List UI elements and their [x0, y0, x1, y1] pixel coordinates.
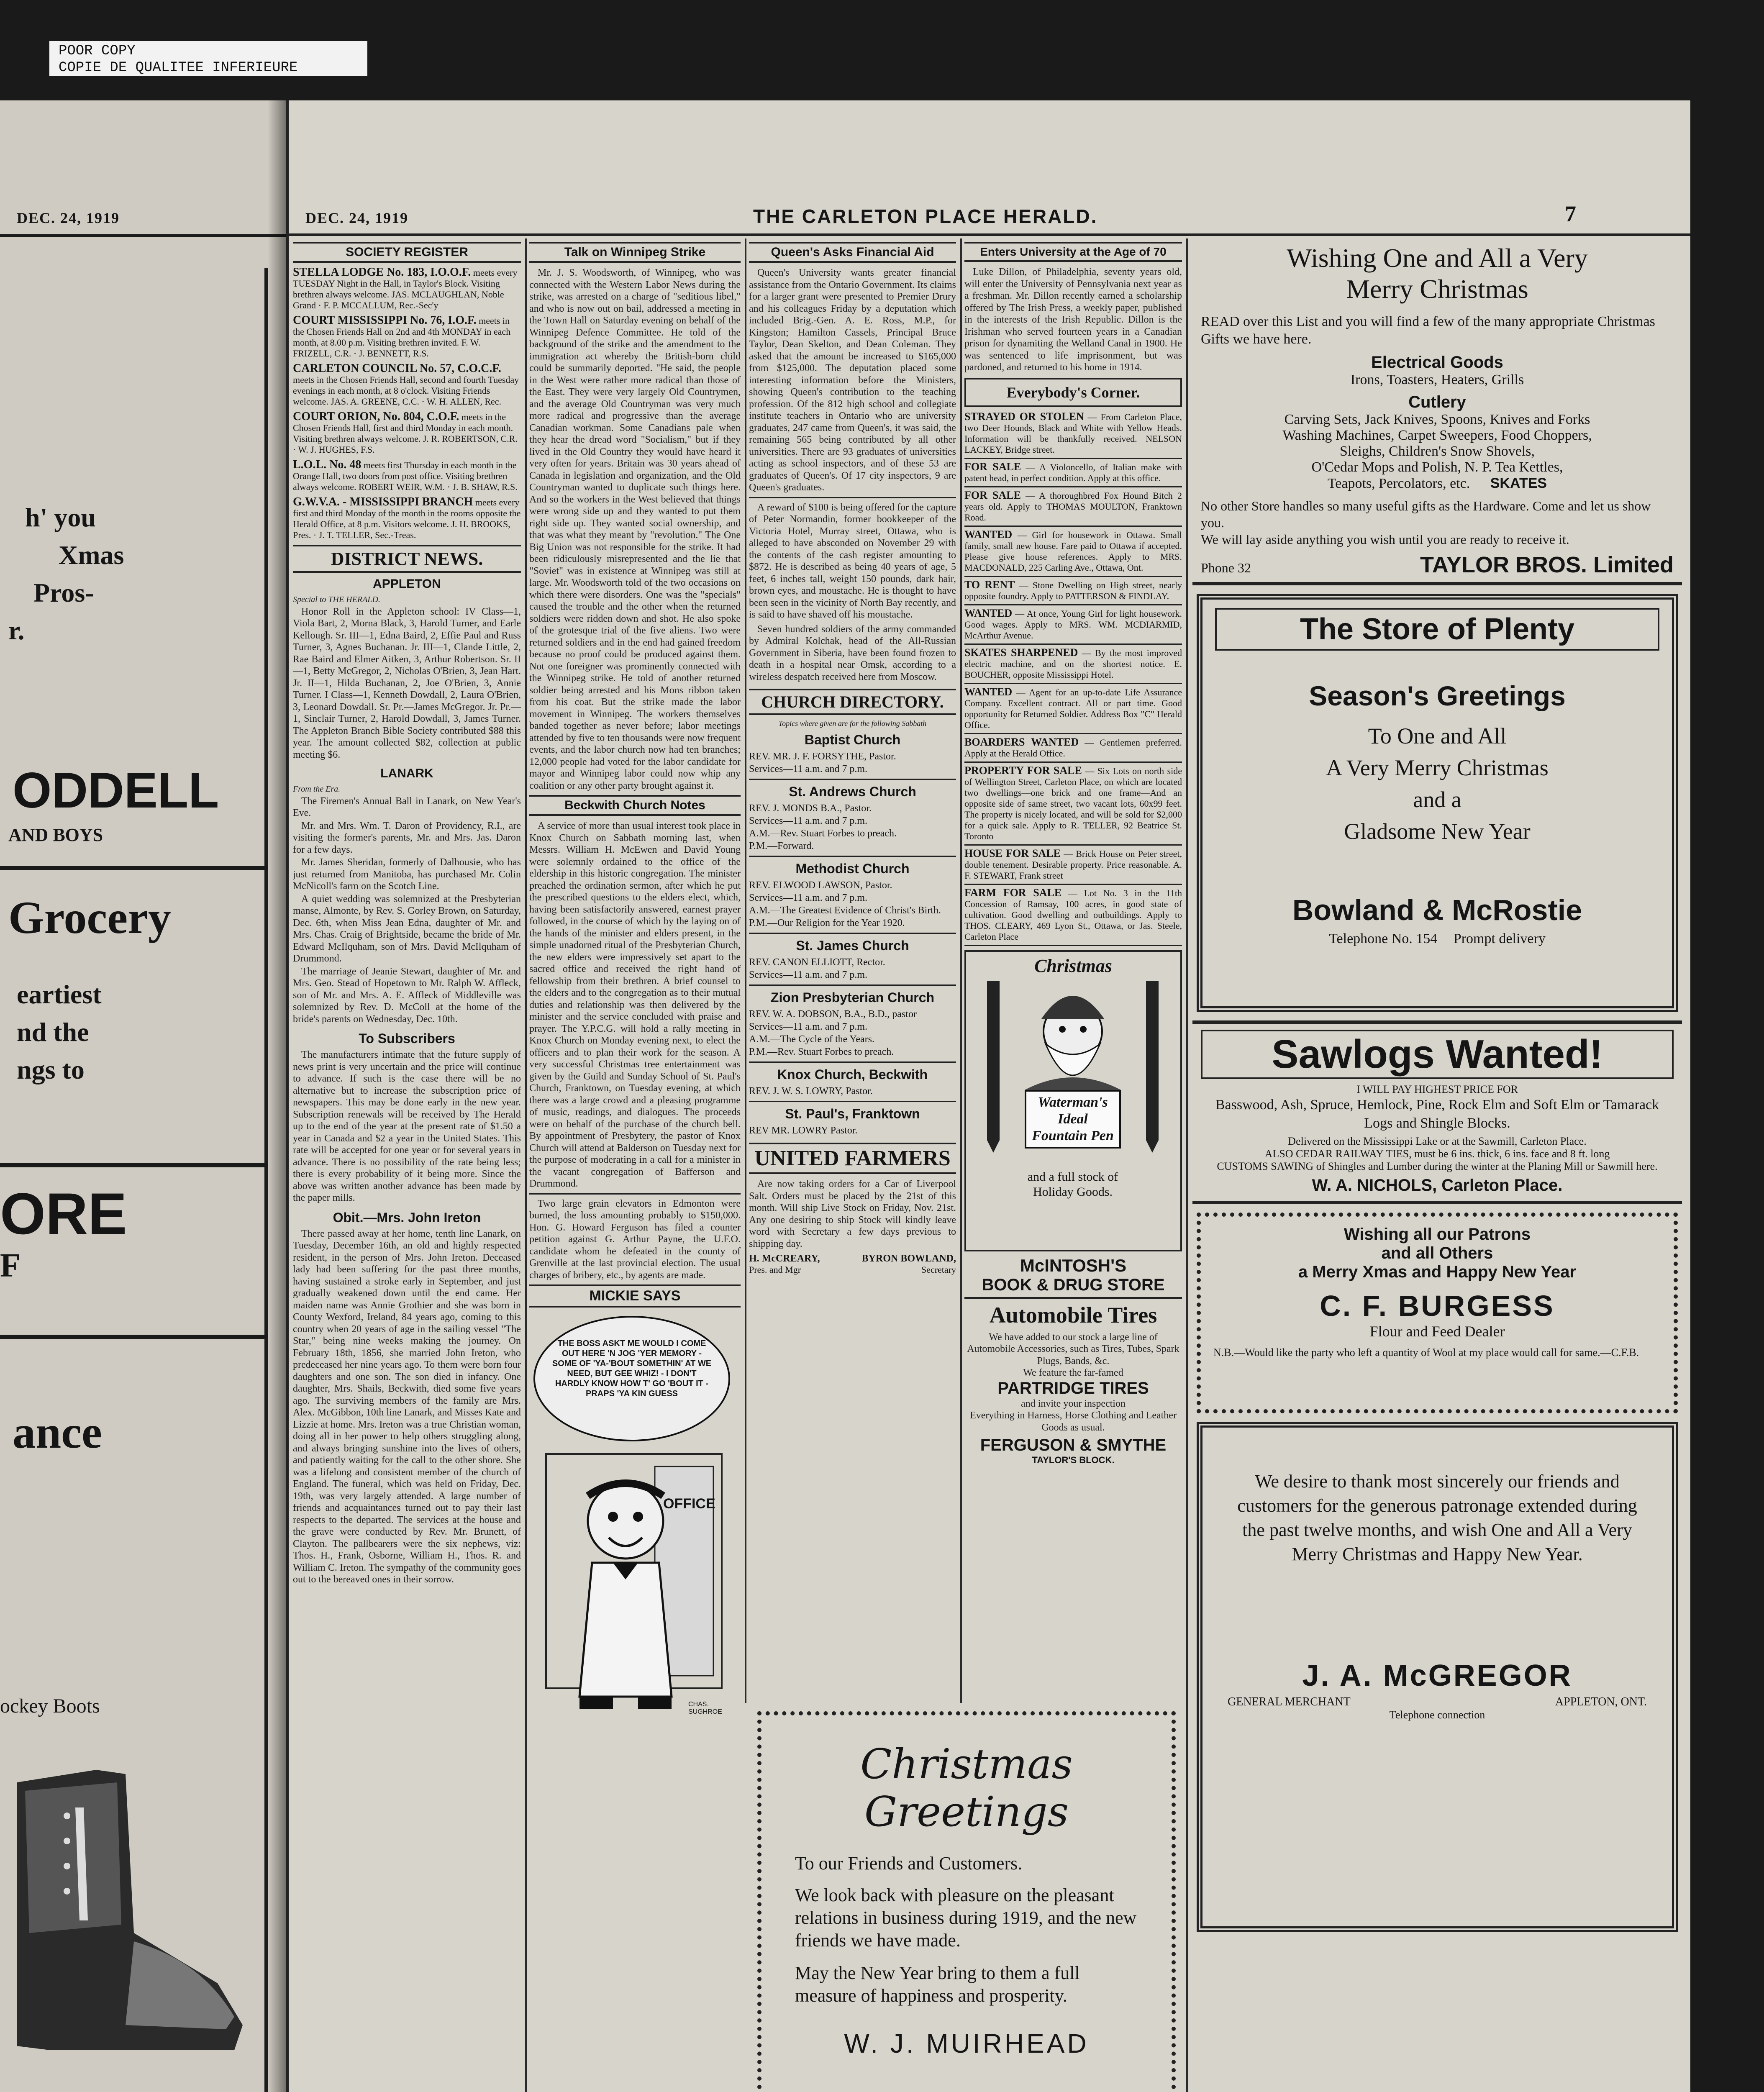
sawlogs-ties: ALSO CEDAR RAILWAY TIES, must be 6 ins. thick, 6 ins. face and 8 ft. long — [1264, 1148, 1610, 1160]
muirhead-signature: W. J. MUIRHEAD — [844, 2028, 1089, 2059]
lodge-entry — [293, 267, 521, 311]
facing-rule-3 — [0, 1335, 268, 1339]
subscribers-text: The manufacturers intimate that the future supply of news print is very uncertain and the price will continue to advance. If such is the case there will be no alternative but to increase the subscription price of newspapers. This may be done early in the new year. Subscription renewals will be received by The Herald up to the end of the year at the present rate of $1.50 a year in Canada and $2 a year in the United States. This rate will be accepted for one year or for several years in advance. There is no possibility of the rate being less; there is every probability of it being more. Since the above was written another advance has been made by the paper mills. — [293, 1049, 521, 1203]
facing-boots: ockey Boots — [0, 1695, 100, 1717]
mcgregor-place: APPLETON, ONT. — [1555, 1695, 1647, 1708]
classified-text: Stone Dwelling on High street, nearly opposite foundry. Apply to PATTERSON & FINDLAY. — [964, 579, 1182, 601]
church-name: Methodist Church — [795, 861, 910, 876]
university-text: Luke Dillon, of Philadelphia, seventy years old, will enter the University of Pennsylvania next year as a freshman. Mr. Dillon recently earned a scholarship offered by The Irish Press, a weekly paper, published in the interests of the Irish Republic. Dillon is the Irishman who served fourteen years in a Canadian prison for dynamiting the Welland Canal in 1900. He was sentenced to life imprisonment, but was pardoned, and returned to his home in 1914. — [964, 267, 1182, 373]
facing-xmas-line1: h' you — [25, 502, 96, 532]
church-line: REV. CANON ELLIOTT, Rector. — [749, 957, 885, 968]
waterman-brand: Waterman's Ideal Fountain Pen — [1025, 1090, 1121, 1149]
lodge-text: meets in the Chosen Friends Hall on 2nd and 4th MONDAY in each month, at 8.00 p.m. Visiting brethren invited. F. W. FRIZELL, C.R. · J. BENNETT, R.S. — [293, 315, 511, 359]
facing-heartiest: eartiest — [17, 979, 102, 1009]
muirhead-greetings-ad — [757, 1711, 1176, 2092]
classified-lead: HOUSE FOR SALE — [964, 847, 1061, 859]
facing-page-fragment — [0, 100, 289, 2092]
church-line: Services—11 a.m. and 7 p.m. — [749, 815, 868, 826]
classified-ad: WANTED — Agent for an up-to-date Life Assurance Company. Excellent contract. All or part time. Good opportunity for Returned Soldier. Address Box "C" Herald Office. — [964, 684, 1182, 734]
waterman-stock-text: and a full stock of Holiday Goods. — [1027, 1169, 1118, 1199]
church-directory-heading: CHURCH DIRECTORY. — [749, 689, 956, 715]
church-name: Zion Presbyterian Church — [770, 990, 935, 1005]
lodge-name: L.O.L. No. 48 — [293, 458, 362, 471]
united-farmers-heading: UNITED FARMERS — [749, 1143, 956, 1174]
facing-and-boys: AND BOYS — [8, 825, 103, 845]
taylor-wish-line1: Wishing One and All a Very — [1287, 243, 1588, 273]
mickie-speech-bubble: THE BOSS ASKT ME WOULD I COME OUT HERE 'N JOG 'YER MEMORY - SOME OF 'YA-'BOUT SOMETHIN' AT WE NEED, BUT GEE WHIZ! - I DON'T HARDLY KNOW HOW T' GO 'BOUT IT - PRAPS 'YA KIN GUESS — [533, 1316, 730, 1441]
facing-rule-2 — [0, 1163, 268, 1167]
newspaper-title: THE CARLETON PLACE HERALD. — [753, 205, 1098, 227]
elevators-text: Two large grain elevators in Edmonton were burned, the loss amounting probably to $150,000. Hon. G. Howard Ferguson has filed a counter petition against G. Arthur Payne, the U.F.O. candidate whom he defeated in the county of Grenville at the last provincial election. The usual charges of bribery, etc., by agents are made. — [529, 1198, 741, 1281]
lodge-entry — [293, 497, 521, 541]
mickie-boy-illustration — [529, 1437, 738, 1730]
bowland-footer — [1215, 931, 1659, 947]
church-name: St. Paul's, Franktown — [785, 1106, 920, 1121]
classified-lead: WANTED — [964, 528, 1013, 541]
university-heading: Enters University at the Age of 70 — [964, 242, 1182, 262]
sawlogs-custom: CUSTOMS SAWING of Shingles and Lumber during the winter at the Planing Mill or Sawmill here. — [1217, 1160, 1658, 1172]
mcgregor-name: J. A. McGREGOR — [1302, 1659, 1572, 1692]
queens-text: Queen's University wants greater financial assistance from the Ontario Government. Its claims for a larger grant were presented to Premier Drury and his colleagues Friday by a deputation which included Brig.-Gen. A. E. Ross, M.P., for Kingston; Hamilton Cassels, Principal Bruce Taylor, Dean Skelton, and Dean Coleman. They asked that the amount be increased to $165,000 from $125,000. The deputation placed some interesting information before the Ministers, showing Queen's contribution to the teaching profession. Of the 812 high school and collegiate institute teachers in Ontario who are university graduates, 247 came from Queen's, it was said, the remaining 565 being contributed by all other universities. There are 93 graduates of universities acting as school inspectors, and of these 53 are graduates of Queen's. Of 17 city inspectors, 9 are Queen's graduates. — [749, 267, 956, 493]
queens-heading: Queen's Asks Financial Aid — [749, 242, 956, 263]
classified-ad: BOARDERS WANTED — Gentlemen preferred. Apply at the Herald Office. — [964, 734, 1182, 763]
classified-lead: TO RENT — [964, 578, 1015, 591]
facing-xmas-line2: Xmas — [59, 540, 124, 570]
classified-lead: SKATES SHARPENED — [964, 646, 1078, 659]
misc-items-4-row — [1201, 475, 1674, 492]
classified-lead: BOARDERS WANTED — [964, 736, 1079, 748]
classified-lead: WANTED — [964, 607, 1013, 619]
subscribers-heading: To Subscribers — [359, 1031, 455, 1046]
lodge-list — [293, 267, 521, 541]
burgess-ad — [1197, 1213, 1678, 1413]
district-news-heading: DISTRICT NEWS. — [293, 545, 521, 573]
subscribers-article — [293, 1049, 521, 1204]
sawlogs-delivered: Delivered on the Mississippi Lake or at the Sawmill, Carleton Place. — [1288, 1135, 1587, 1147]
facing-ff: F — [0, 1247, 21, 1284]
seasons-greetings: Season's Greetings — [1309, 680, 1566, 711]
classified-text: Six Lots on north side of Wellington Street, Carleton Place, on which are located two dwellings—one brick and one frame—And an opposite side of same street, two vacant lots, 60x99 feet. The property is nicely located, and will be sold for $2,000 for a quick sale. Apply to R. TELLER, 92 Beatrice St. Toronto — [964, 765, 1182, 841]
mcgregor-text: We desire to thank most sincerely our friends and customers for the generous patronage extended during the past twelve months, and wish One and All a Very Merry Christmas and Happy New Year. — [1237, 1471, 1637, 1564]
facing-grocery: Grocery — [8, 892, 171, 943]
column-2 — [529, 238, 741, 2092]
uf-secretary-role: Secretary — [921, 1264, 956, 1275]
church-line: Services—11 a.m. and 7 p.m. — [749, 969, 868, 980]
classified-ad: HOUSE FOR SALE — Brick House on Peter street, double tenement. Desirable property. Price reasonable. A. F. STEWART, Frank street — [964, 846, 1182, 885]
taylor-phone: Phone 32 — [1201, 560, 1251, 575]
classified-ad: WANTED — Girl for housework in Ottawa. Small family, small new house. Fare paid to Ottawa if accepted. Please give house references. Apply to MRS. MACDONALD, 225 Carling Ave., Ottawa, Ont. — [964, 527, 1182, 577]
uf-president: H. McCREARY, — [749, 1253, 820, 1264]
column-4 — [964, 238, 1182, 1695]
classified-text: At once, Young Girl for light housework. Good wages. Apply to MRS. WM. MCDIARMID, McArthur Avenue. — [964, 608, 1182, 641]
classified-lead: WANTED — [964, 685, 1013, 698]
muirhead-para2: May the New Year bring to them a full measure of happiness and prosperity. — [795, 1963, 1080, 2006]
sawlogs-species: Basswood, Ash, Spruce, Hemlock, Pine, Rock Elm and Soft Elm or Tamarack Logs and Shingle Blocks. — [1215, 1097, 1659, 1131]
church-line: P.M.—Rev. Stuart Forbes to preach. — [749, 1046, 894, 1057]
obituary-heading: Obit.—Mrs. John Ireton — [333, 1210, 481, 1225]
scan-quality-label — [49, 41, 367, 76]
classified-lead: FARM FOR SALE — [964, 886, 1062, 899]
church-line: REV MR. LOWRY Pastor. — [749, 1125, 858, 1136]
queens-article — [749, 267, 956, 494]
facing-and-the: nd the — [17, 1017, 89, 1047]
taylor-bros-ad — [1192, 238, 1682, 585]
classified-text: Lot No. 3 in the 11th Concession of Ramsay, 100 acres, in good state of cultivation. Good dwelling and outbuildings. Apply to THOS. CLEARY, 469 Lyon St., Ottawa, or Jas. Steele, Carleton Place — [964, 887, 1182, 942]
muirhead-salutation: To our Friends and Customers. — [795, 1853, 1023, 1874]
bowland-mcrostie-name: Bowland & McRostie — [1292, 894, 1582, 926]
lodge-name: CARLETON COUNCIL No. 57, C.O.C.F. — [293, 362, 501, 375]
tires-ad-text — [964, 1331, 1182, 1379]
church-line: REV. J. MONDS B.A., Pastor. — [749, 803, 872, 814]
lodge-entry — [293, 363, 521, 407]
classified-ad: PROPERTY FOR SALE — Six Lots on north side of Wellington Street, Carleton Place, on which are located two dwellings—one brick and one frame—And an opposite side of same street, two vacant lots, 60x99 feet. The property is nicely located, and will be sold for $2,000 for a quick sale. Apply to R. TELLER, 92 Beatrice St. Toronto — [964, 763, 1182, 846]
church-line: Services—11 a.m. and 7 p.m. — [749, 1021, 868, 1032]
mickie-cartoon — [529, 1312, 741, 1738]
facing-oddell: ODDELL — [13, 762, 219, 818]
beckwith-text: A service of more than usual interest took place in Knox Church on Sabbath morning last, when Messrs. William H. McEwen and David Young were solemnly ordained to the office of the eldership in this historic congregation. The minister preached the ordination sermon, after which he put the prescribed questions to the elders elect, which, having been satisfactorily answered, earnest prayer followed, in the course of which by the laying on of the hands of the minister and elders present, in the simple unadorned ritual of the Presbyterian Church, the new elders were impressively set apart to the sacred office and received the right hand of fellowship from their brethren. A brief counsel to the elders and to the congregation as to their mutual duties and relationship was then delivered by the minister and the service concluded with praise and prayer. The Y.P.C.G. will hold a rally meeting in Knox Church on Monday evening next, to elect the officers and to plan their work for the season. A very successful Christmas tree entertainment was given by the Guild and Sunday School of St. Paul's Church, Franktown, on Tuesday evening, at which there was a large crowd and a pleasing programme of music, readings, and dialogues. The proceeds were on behalf of the purchase of the church bell. By appointment of Presbytery, the pastor of Knox Church will attend at Balderson on Tuesday next for the purpose of moderating in a call for a minister in the vacant congregation of Bafferson and Drummond. — [529, 820, 741, 1189]
classified-ad: WANTED — At once, Young Girl for light housework. Good wages. Apply to MRS. WM. MCDIARMID, McArthur Avenue. — [964, 605, 1182, 645]
page-date: DEC. 24, 1919 — [305, 210, 409, 226]
classified-ad: FOR SALE — A thoroughbred Fox Hound Bitch 2 years old. Apply to THOMAS MOULTON, Franktown Road. — [964, 487, 1182, 527]
university-article — [964, 266, 1182, 374]
lodge-text: meets first Thursday in each month in the Orange Hall, two doors from post office. Visiting brethren always welcome. ROBERT WEIR, W.M. · J. B. SHAW, R.S. — [293, 460, 518, 492]
church-name: St. James Church — [796, 938, 909, 953]
cutlery-heading: Cutlery — [1408, 393, 1466, 411]
scan-label-line1: POOR COPY — [59, 43, 136, 59]
store-of-plenty-ad — [1197, 594, 1678, 1012]
classified-text: Brick House on Peter street, double tenement. Desirable property. Price reasonable. A. F. STEWART, Frank street — [964, 848, 1182, 881]
classified-text: Girl for housework in Ottawa. Small family, small new house. Fare paid to Ottawa if accepted. Please give house references. Apply to MRS. MACDONALD, 225 Carling Ave., Ottawa, Ont. — [964, 529, 1182, 573]
bowland-phone: Telephone No. 154 — [1329, 931, 1438, 946]
harness-text: Everything in Harness, Horse Clothing and Leather Goods as usual. — [970, 1410, 1177, 1433]
appleton-text: Honor Roll in the Appleton school: IV Class—1, Viola Bart, 2, Morna Black, 3, Harold Turner, and Earle Kellough. Sr. III—1, Edna Baird, 2, Effie Paul and Russ Turner, 3, Agnes Buchanan. Jr. III—1, Clande Little, 2, Rae Baird and Elmer Aitken, 3, Arthur Robertson. Sr. II—1, Betty McGregor, 2, Nicholas O'Brien, 3, Jean Hart. Jr. II—1, Hilda Buchanan, 2, Joe O'Brien, 3, Annie Turner. I Class—1, Kenneth Dowdall, 2, Laura O'Brien, 3, Leonard Dowdall. Sr. Pr.—James McGregor. Jr. Pr.—1, Sinclair Turner, 2, Harold Dowdall, 3, James Turner. The Appleton Branch Bible Society contributed $88 this year. The amount collected $82, collection at public meeting $6. — [293, 606, 521, 760]
church-separator — [749, 779, 956, 780]
church-directory — [749, 732, 956, 1137]
lanark-paragraph: A quiet wedding was solemnized at the Presbyterian manse, Almonte, by Rev. S. Gorley Brown, on Saturday, Dec. 6th, when Miss Jean Edna, daughter of Mr. and Mrs. Chas. Craig of Brightside, became the bride of Mr. Edward McIlquham, son of Mrs. David McIlquham of Drummond. — [293, 893, 521, 964]
facing-rule-1 — [0, 866, 268, 870]
lodge-entry — [293, 411, 521, 455]
classified-text: By the most improved electric machine, and on the shortest notice. E. BOUCHER, opposite Mississippi Hotel. — [964, 647, 1182, 680]
classified-text: A Violoncello, of Italian make with patent head, in perfect condition. Apply at this office. — [964, 461, 1182, 483]
church-name: Baptist Church — [804, 732, 901, 747]
church-line: REV. MR. J. F. FORSYTHE, Pastor. — [749, 751, 896, 762]
reward-text: A reward of $100 is being offered for the capture of Peter Normandin, former bookkeeper of the Victoria Hotel, Murray street, Ottawa, who is alleged to have absconded on November 29 with the contents of the cash register amounting to $872. He is described as being 40 years of age, 5 feet, 6 inches tall, weight 150 pounds, dark hair, brown eyes, and moustache. He is thought to have been seen in the vicinity of North Bay recently, and is said to have shaved off his moustache. — [749, 502, 956, 620]
automobile-tires-heading: Automobile Tires — [989, 1302, 1157, 1328]
plenty-line2: A Very Merry Christmas — [1326, 755, 1549, 780]
misc-items-3: O'Cedar Mops and Polish, N. P. Tea Kettles, — [1311, 459, 1563, 475]
church-separator — [749, 1061, 956, 1063]
strike-heading: Talk on Winnipeg Strike — [529, 242, 741, 263]
column-rule-2 — [745, 238, 746, 1703]
facing-ance: ance — [13, 1407, 102, 1458]
lodge-text: meets every TUESDAY Night in the Hall, in Taylor's Block. Visiting brethren always welcome. JAS. MCLAUGHLAN, Noble Grand · F. P. MCCALLUM, Rec.-Sec'y — [293, 267, 518, 310]
classifieds-list — [964, 409, 1182, 946]
mickie-artist-signature: CHAS. SUGHROE — [688, 1701, 722, 1715]
burgess-nb: N.B.—Would like the party who left a quantity of Wool at my place would call for same.—C.F.B. — [1213, 1346, 1639, 1359]
lanark-paragraph: The marriage of Jeanie Stewart, daughter of Mr. and Mrs. Geo. Stead of Hopetown to Mr. Ralph W. Affleck, son of Mr. and Mrs. A. E. Affleck of Middleville was solemnized by Rev. D. McColl at the home of the bride's parents on Wednesday, Dec. 10th. — [293, 966, 521, 1025]
tires-ad-footer — [964, 1398, 1182, 1434]
mickie-heading: MICKIE SAYS — [529, 1284, 741, 1308]
electrical-goods-heading: Electrical Goods — [1371, 353, 1503, 372]
church-separator — [749, 933, 956, 934]
reward-article — [749, 497, 956, 621]
misc-items-2: Sleighs, Children's Snow Shovels, — [1339, 444, 1535, 459]
taylor-intro: READ over this List and you will find a few of the many appropriate Christmas Gifts we have here. — [1201, 314, 1655, 347]
appleton-heading: APPLETON — [373, 577, 441, 591]
lanark-dateline: From the Era. — [293, 784, 341, 794]
church-separator — [749, 984, 956, 986]
muirhead-para1: We look back with pleasure on the pleasant relations in business during 1919, and the new friends we have made. — [795, 1885, 1137, 1951]
mcgregor-role: GENERAL MERCHANT — [1228, 1695, 1351, 1708]
burgess-name: C. F. BURGESS — [1320, 1290, 1555, 1322]
classified-text: Gentlemen preferred. Apply at the Herald Office. — [964, 737, 1182, 759]
church-line: REV. J. W. S. LOWRY, Pastor. — [749, 1086, 873, 1097]
sawlogs-subtitle: I WILL PAY HIGHEST PRICE FOR — [1356, 1083, 1518, 1095]
strike-text: Mr. J. S. Woodsworth, of Winnipeg, who was connected with the Western Labor News during the strike, was arrested on a charge of "seditious libel," and who is now out on bail, addressed a meeting in the Town Hall on Saturday evening on behalf of the Winnipeg Defence Committee. He told of the background of the strike and the amendment to the immigration act whereby the British-born child could be summarily deported. "He said, the people in the West were rather more radical than those of the East. They were very largely Old Countrymen, and the average Old Countryman was very much more radical and progressive than the average Canadian workman. Some Canadians pale when they hear the dread word "Socialism," but if they lived in the Old Country they would have heard it very often for years. Britain was 30 years ahead of Canada in legislation and organization, and the Old Countryman wanted to duplicate such things here. And so the workers in the West believed that things were wrong side up and they wanted to put them right side up. They wanted social ownership, and that was what they meant by "revolution." The One Big Union was not responsible for the strike. It had been ridiculously misrepresented and the lie that "Soviet" was in existence at Winnipeg was still at large. Mr. Woodsworth told of the two occasions on which there were disorders. One was the "specials" caused the trouble and the other when the returned soldiers were ridden down and shot. He also spoke of the grotesque trial of the five aliens. Two were returned soldiers and in the end had gained freedom because no proof could be produced against them. Not one foreigner was prominently connected with the Winnipeg strike. He told of another returned soldier being arrested and his Mons ribbon taken from his coat. But the strike made the labor movement in Winnipeg. The workers themselves banded together as never before; labor meetings attended by five to ten thousands were now frequent events, and the labor church now had ten branches; 12,000 people had voted for the labor candidate for mayor and Winnipeg labor could now whip any coalition or any other party brought against it. — [529, 267, 741, 791]
church-line: A.M.—The Greatest Evidence of Christ's Birth. — [749, 905, 941, 916]
classified-lead: PROPERTY FOR SALE — [964, 764, 1082, 777]
plenty-line3: and a — [1413, 787, 1461, 812]
cutlery-items: Carving Sets, Jack Knives, Spoons, Knives and Forks — [1284, 412, 1590, 427]
ferguson-smythe: FERGUSON & SMYTHE — [980, 1436, 1167, 1454]
facing-page-rule — [0, 234, 289, 237]
everybodys-corner-heading: Everybody's Corner. — [964, 378, 1182, 407]
mcintosh-name: McINTOSH'S — [1020, 1255, 1127, 1275]
taylor-note: No other Store handles so many useful gifts as the Hardware. Come and let us show you. — [1201, 498, 1651, 530]
united-farmers-roles — [749, 1264, 956, 1275]
mcgregor-ad — [1197, 1422, 1678, 1932]
lanark-paragraph: Mr. and Mrs. Wm. T. Daron of Providency, R.I., are visiting the former's parents, Mr. and Mrs. Jas. Daron for a few days. — [293, 820, 521, 855]
facing-store: ORE — [0, 1181, 127, 1246]
obituary-text: There passed away at her home, tenth line Lanark, on Tuesday, December 16th, an old and highly respected resident, in the person of Mrs. John Ireton. Deceased lady had been suffering for the past three months, having sustained a stroke early in September, and just gradually weakened down until the end came. Her maiden name was Annie Grothier and she was born in County Wexford, Ireland, 84 years ago, coming to this country when 20 years of age in the sailing vessel "The Star," being nine weeks making the journey. On February 18th, 1856, she married John Ireton, who predeceased her nine years ago. To them were born four daughters and one son. The son died in infancy. One daughter, Mrs. Shails, Beckwith, died some five years ago. The surviving members of the family are Mrs. Alex. McGibbon, 10th line Lanark, and Misses Kate and Lizzie at home. Mrs. Ireton was a true Christian woman, doing all in her power to help others struggling along, and always bringing sunshine into the lives of others, and patiently waiting for the call to the other shore. She was a lifelong and consistent member of the church of England. The funeral, which was held on Friday, Dec. 19th, was very largely attended. A large number of friends and acquaintances turned out to pay their last respects to the departed. The services at the house and the grave were conducted by Rev. Mr. Brunett, of Clayton. The pallbearers were the six nephews, viz: Thos. H., Frank, Osborne, William H., Thos. R. and William C. Ireton. The sympathy of the community goes out to the bereaved ones in their sorrow. — [293, 1228, 521, 1585]
church-line: P.M.—Forward. — [749, 841, 814, 851]
church-name: Knox Church, Beckwith — [777, 1067, 928, 1082]
lanark-paragraph: Mr. James Sheridan, formerly of Dalhousie, who has just returned from Manitoba, has purchased Mr. Colin McNicoll's farm on the Scotch Line. — [293, 857, 521, 892]
column-rule-3 — [960, 238, 962, 1703]
column-1 — [293, 238, 521, 2092]
appleton-article — [293, 594, 521, 761]
church-line: Services—11 a.m. and 7 p.m. — [749, 892, 868, 903]
classified-text: From Carleton Place, two Deer Hounds, Black and White with Yellow Heads. Information will be thankfully received. NELSON LACKEY, Bridge street. — [964, 411, 1182, 455]
church-separator — [749, 1101, 956, 1102]
mcgregor-details — [1228, 1695, 1647, 1709]
lodge-name: G.W.V.A. - MISSISSIPPI BRANCH — [293, 495, 473, 508]
lanark-paragraph: The Firemen's Annual Ball in Lanark, on New Year's Eve. — [293, 795, 521, 818]
kolchak-article — [749, 623, 956, 683]
scan-label-line2: COPIE DE QUALITEE INFERIEURE — [59, 60, 298, 76]
lodge-name: COURT ORION, No. 804, C.O.F. — [293, 410, 459, 423]
classified-ad: FARM FOR SALE — Lot No. 3 in the 11th Concession of Ramsay, 100 acres, in good state of cultivation. Good dwelling and outbuildings. Apply to THOS. CLEARY, 469 Lyon St., Ottawa, or Jas. Steele, Carleton Place — [964, 885, 1182, 946]
sawlogs-ad — [1192, 1020, 1682, 1204]
mcgregor-phone: Telephone connection — [1389, 1709, 1485, 1721]
classified-ad: STRAYED OR STOLEN — From Carleton Place, two Deer Hounds, Black and White with Yellow Heads. Information will be thankfully received. NELSON LACKEY, Bridge street. — [964, 409, 1182, 459]
strike-article — [529, 267, 741, 792]
church-line: A.M.—The Cycle of the Years. — [749, 1034, 874, 1045]
taylor-bros-name: TAYLOR BROS. Limited — [1420, 552, 1674, 577]
muirhead-title: Christmas Greetings — [860, 1741, 1073, 1836]
classified-text: A thoroughbred Fox Hound Bitch 2 years old. Apply to THOMAS MOULTON, Franktown Road. — [964, 490, 1182, 523]
church-directory-subtitle: Topics where given are for the following Sabbath — [778, 719, 927, 728]
united-farmers-ad — [749, 1178, 956, 1250]
burgess-line2: and all Others — [1381, 1244, 1493, 1262]
facing-ngs-to: ngs to — [17, 1055, 85, 1084]
plenty-line1: To One and All — [1368, 723, 1507, 749]
church-line: REV. W. A. DOBSON, B.A., B.D., pastor — [749, 1009, 917, 1020]
lodge-text: meets in the Chosen Friends Hall, first and third Monday in each month. Visiting brethren always welcome. J. R. ROBERTSON, C.R. · W. J. HUGHES, F.S. — [293, 412, 518, 455]
taylor-footer — [1201, 552, 1674, 578]
lodge-entry — [293, 459, 521, 492]
tires-feature-text: We feature the far-famed — [1023, 1367, 1123, 1378]
church-line: REV. ELWOOD LAWSON, Pastor. — [749, 880, 892, 891]
book-drug-store: BOOK & DRUG STORE — [964, 1276, 1182, 1299]
boot-illustration — [0, 1757, 251, 2067]
sawlogs-signature: W. A. NICHOLS, Carleton Place. — [1312, 1176, 1563, 1195]
electrical-items: Irons, Toasters, Heaters, Grills — [1350, 372, 1524, 387]
classified-ad: SKATES SHARPENED — By the most improved electric machine, and on the shortest notice. E. BOUCHER, opposite Mississippi Hotel. — [964, 645, 1182, 684]
masthead-rule — [289, 233, 1690, 236]
obituary-article — [293, 1228, 521, 1586]
facing-xmas-line4: r. — [8, 615, 25, 645]
skates-label: SKATES — [1490, 475, 1547, 491]
column-rule-4 — [1186, 238, 1188, 2092]
taylors-block: TAYLOR'S BLOCK. — [1032, 1455, 1115, 1465]
bowland-delivery: Prompt delivery — [1453, 931, 1546, 946]
column-3 — [749, 238, 956, 1695]
lanark-article — [293, 783, 521, 1025]
classified-lead: FOR SALE — [964, 489, 1021, 501]
partridge-tires: PARTRIDGE TIRES — [997, 1379, 1149, 1397]
tires-invite-text: and invite your inspection — [1021, 1398, 1126, 1409]
church-line: Services—11 a.m. and 7 p.m. — [749, 764, 868, 774]
elevators-article — [529, 1193, 741, 1282]
lodge-name: COURT MISSISSIPPI No. 76, I.O.F. — [293, 314, 477, 327]
church-line: P.M.—Our Religion for the Year 1920. — [749, 918, 905, 928]
burgess-trade: Flour and Feed Dealer — [1369, 1323, 1505, 1340]
beckwith-article — [529, 820, 741, 1190]
column-rule-1 — [525, 238, 527, 2092]
plenty-line4: Gladsome New Year — [1344, 819, 1531, 844]
facing-xmas-line3: Pros- — [33, 578, 94, 608]
lodge-entry — [293, 315, 521, 359]
classified-ad: TO RENT — Stone Dwelling on High street, nearly opposite foundry. Apply to PATTERSON & FINDLAY. — [964, 577, 1182, 605]
beckwith-heading: Beckwith Church Notes — [529, 795, 741, 816]
classified-text: Agent for an up-to-date Life Assurance Company. Excellent contract. All or part time. Good opportunity for Returned Soldier. Address Box "C" Herald Office. — [964, 687, 1182, 730]
taylor-wish-line2: Merry Christmas — [1346, 274, 1528, 304]
mickie-office-sign: OFFICE — [663, 1496, 715, 1512]
church-line: A.M.—Rev. Stuart Forbes to preach. — [749, 828, 897, 839]
lodge-name: STELLA LODGE No. 183, I.O.O.F. — [293, 266, 471, 279]
classified-lead: FOR SALE — [964, 460, 1021, 473]
united-farmers-text: Are now taking orders for a Car of Liverpool Salt. Orders must be placed by the 21st of this month. Will ship Live Stock on Friday, Nov. 21st. Any one desiring to ship Stock will kindly leave word with Secretary a few days previous to shipping day. — [749, 1179, 956, 1249]
store-of-plenty-title: The Store of Plenty — [1215, 608, 1659, 651]
lodge-text: meets every first and third Monday of the month in the rooms opposite the Herald Office, at 8 p.m. Visitors welcome. J. H. BROOKS, Pres. · J. T. TELLER, Sec.-Treas. — [293, 497, 521, 540]
misc-items-1: Washing Machines, Carpet Sweepers, Food Choppers, — [1282, 428, 1592, 443]
page-fold-shadow — [268, 100, 289, 2092]
sawlogs-title: Sawlogs Wanted! — [1201, 1030, 1674, 1079]
appleton-dateline: Special to THE HERALD. — [293, 595, 380, 604]
classified-ad: FOR SALE — A Violoncello, of Italian make with patent head, in perfect condition. Apply at this office. — [964, 459, 1182, 487]
lanark-heading: LANARK — [380, 767, 433, 780]
newspaper-page — [0, 100, 1690, 2092]
waterman-pen-ad — [964, 950, 1182, 1251]
classified-lead: STRAYED OR STOLEN — [964, 410, 1084, 423]
misc-items-4: Teapots, Percolators, etc. — [1327, 476, 1470, 491]
burgess-line1: Wishing all our Patrons — [1344, 1225, 1531, 1243]
united-farmers-signatures — [749, 1253, 956, 1264]
facing-page-date: DEC. 24, 1919 — [17, 210, 120, 226]
uf-president-role: Pres. and Mgr — [749, 1264, 801, 1275]
society-register-heading: SOCIETY REGISTER — [293, 242, 521, 263]
lodge-text: meets in the Chosen Friends Hall, second and fourth Tuesday evenings in each month, at 8 o'clock. Visiting Friends welcome. JAS. A. GREENE, C.C. · W. H. ALLEN, Rec. — [293, 374, 519, 407]
tires-stock-text: We have added to our stock a large line of Automobile Accessories, such as Tires, Tubes, Spark Plugs, Bands, &c. — [967, 1331, 1179, 1366]
waterman-christmas-label: Christmas — [1034, 955, 1112, 976]
taylor-note-2: We will lay aside anything you wish until you are ready to receive it. — [1201, 532, 1569, 547]
church-separator — [749, 856, 956, 857]
facing-page-ad-column — [0, 268, 268, 2092]
page-number: 7 — [1565, 201, 1576, 226]
church-name: St. Andrews Church — [789, 784, 916, 799]
column-5-ads — [1192, 238, 1682, 2092]
kolchak-text: Seven hundred soldiers of the army commanded by Admiral Kolchak, head of the All-Russian Government in Siberia, have been found frozen to death in a hospital near Omsk, according to a wireless despatch received here from Moscow. — [749, 623, 956, 682]
uf-secretary: BYRON BOWLAND, — [861, 1253, 956, 1264]
burgess-line3: a Merry Xmas and Happy New Year — [1298, 1263, 1577, 1281]
